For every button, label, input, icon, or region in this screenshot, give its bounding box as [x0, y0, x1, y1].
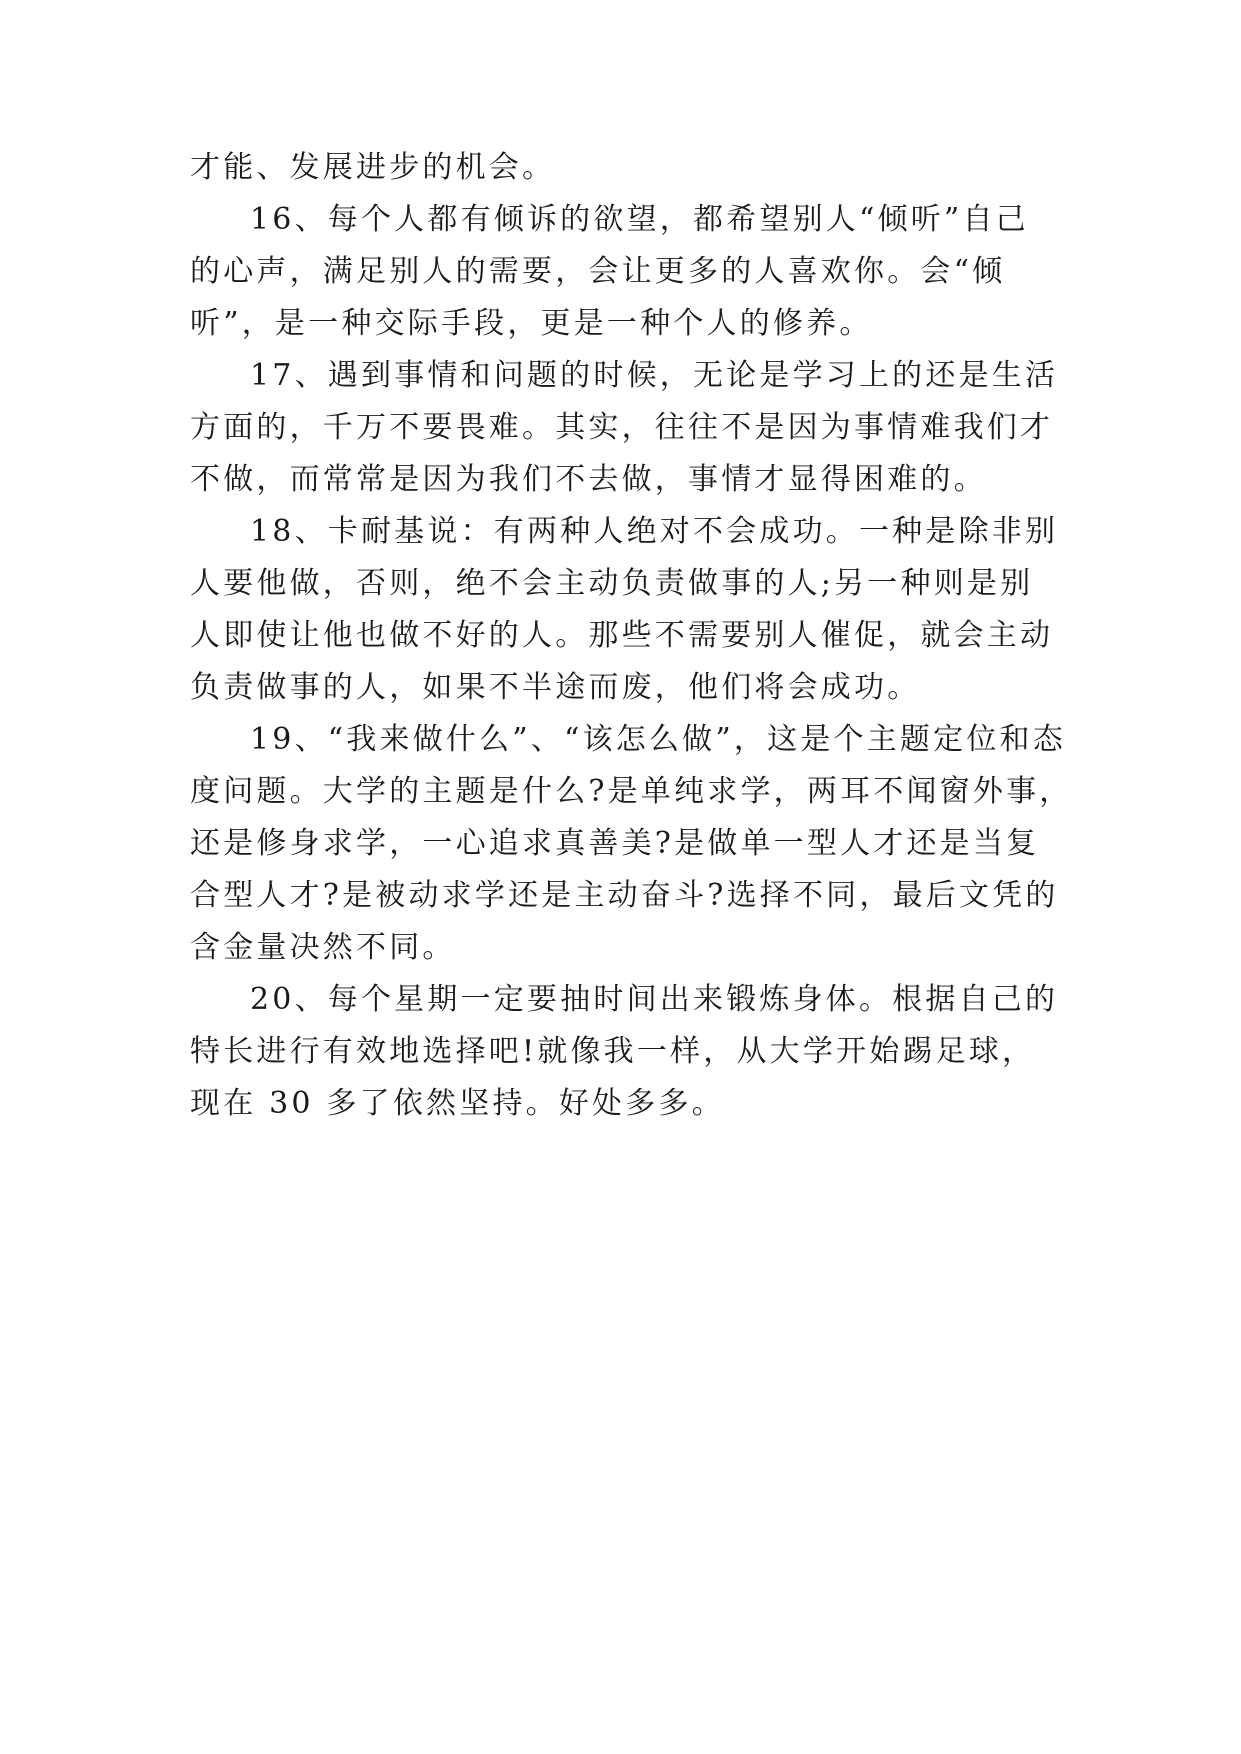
- text-line: 18、卡耐基说：有两种人绝对不会成功。一种是除非别: [250, 514, 1059, 549]
- text-line: 16、每个人都有倾诉的欲望，都希望别人“倾听”自己: [250, 202, 1029, 237]
- text-line: 合型人才?是被动求学还是主动奋斗?选择不同，最后文凭的: [190, 878, 1059, 913]
- text-line: 负责做事的人，如果不半途而废，他们将会成功。: [190, 670, 921, 705]
- text-line: 度问题。大学的主题是什么?是单纯求学，两耳不闻窗外事，: [190, 774, 1073, 809]
- text-line: 听”，是一种交际手段，更是一种个人的修养。: [190, 306, 873, 341]
- text-line: 才能、发展进步的机会。: [190, 150, 556, 185]
- text-line: 还是修身求学，一心追求真善美?是做单一型人才还是当复: [190, 826, 1040, 861]
- text-line: 不做，而常常是因为我们不去做，事情才显得困难的。: [190, 462, 987, 497]
- text-line: 方面的，千万不要畏难。其实，往往不是因为事情难我们才: [190, 410, 1054, 445]
- text-line: 特长进行有效地选择吧!就像我一样，从大学开始踢足球，: [190, 1034, 1036, 1069]
- text-line: 人要他做，否则，绝不会主动负责做事的人;另一种则是别: [190, 566, 1034, 601]
- text-line: 17、遇到事情和问题的时候，无论是学习上的还是生活: [250, 358, 1059, 393]
- text-line: 人即使让他也做不好的人。那些不需要别人催促，就会主动: [190, 618, 1054, 653]
- text-line: 19、“我来做什么”、“该怎么做”，这是个主题定位和态: [250, 722, 1066, 757]
- text-line: 现在 30 多了依然坚持。好处多多。: [190, 1086, 725, 1121]
- text-line: 20、每个星期一定要抽时间出来锻炼身体。根据自己的: [250, 982, 1059, 1017]
- text-line: 的心声，满足别人的需要，会让更多的人喜欢你。会“倾: [190, 254, 1006, 289]
- text-line: 含金量决然不同。: [190, 930, 456, 965]
